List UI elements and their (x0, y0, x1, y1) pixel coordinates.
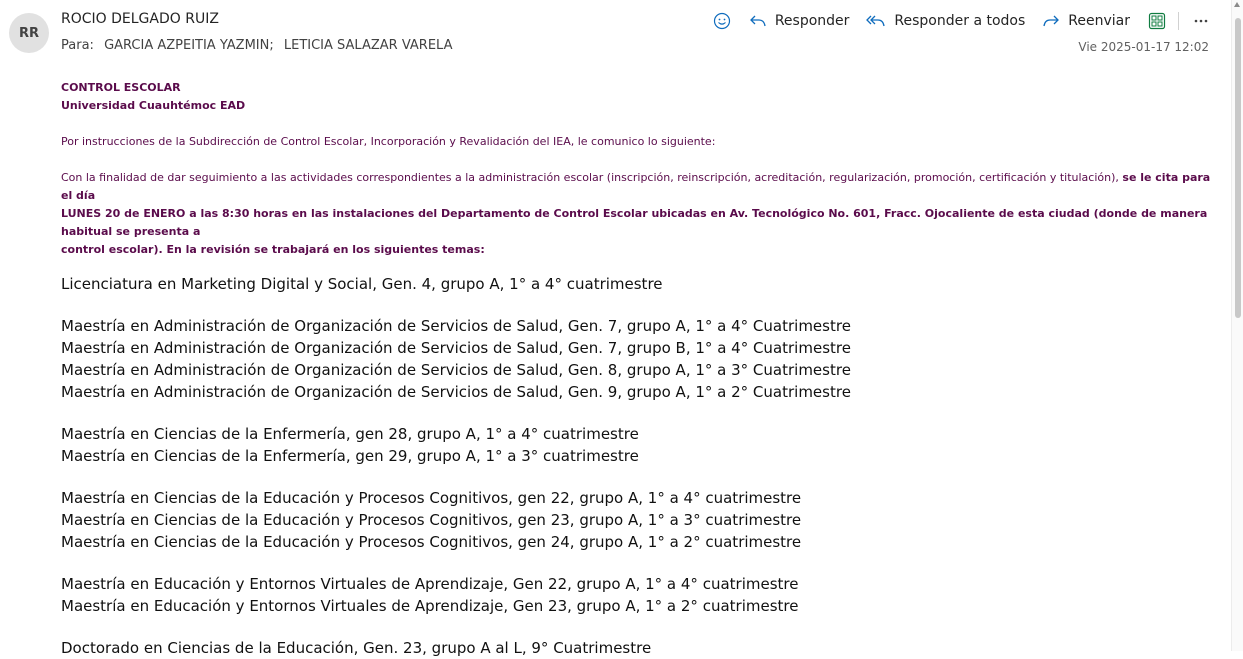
group-spacer (61, 295, 1211, 315)
scroll-up-arrow-icon[interactable] (1234, 2, 1240, 7)
program-item: Maestría en Ciencias de la Enfermería, gen 28, grupo A, 1° a 4° cuatrimestre (61, 425, 639, 443)
forward-button[interactable] (1042, 13, 1130, 29)
recipient-1[interactable]: GARCIA AZPEITIA YAZMIN; (104, 38, 274, 53)
notice-text: Con la finalidad de dar seguimiento a las actividades correspondientes a la administración escolar (inscripción, reinscripción, acreditación, regularización, promoción, certificación y titulación), (61, 171, 1123, 184)
group-spacer (61, 467, 1211, 487)
intro-paragraph: Por instrucciones de la Subdirección de Control Escolar, Incorporación y Revalidación del IEA, le comunico lo siguiente: (61, 135, 716, 148)
program-item: Maestría en Ciencias de la Educación y Procesos Cognitivos, gen 24, grupo A, 1° a 2° cuatrimestre (61, 533, 802, 551)
notice-bold-3: control escolar). En la revisión se trabajará en los siguientes temas: (61, 243, 485, 256)
program-item: Maestría en Administración de Organización de Servicios de Salud, Gen. 9, grupo A, 1° a 2° Cuatrimestre (61, 383, 851, 401)
reaction-button[interactable] (713, 12, 731, 30)
forward-label: Reenviar (1068, 13, 1130, 29)
university-name: Universidad Cuauhtémoc EAD (61, 99, 246, 112)
program-item: Licenciatura en Marketing Digital y Social, Gen. 4, grupo A, 1° a 4° cuatrimestre (61, 275, 663, 293)
reply-label: Responder (774, 13, 850, 29)
program-item: Maestría en Ciencias de la Educación y Procesos Cognitivos, gen 22, grupo A, 1° a 4° cuatrimestre (61, 489, 802, 507)
timestamp: Vie 2025-01-17 12:02 (1078, 40, 1209, 54)
more-actions-button[interactable] (1193, 13, 1209, 29)
program-item: Doctorado en Ciencias de la Educación, Gen. 23, grupo A al L, 9° Cuatrimestre (61, 639, 652, 657)
program-item: Maestría en Educación y Entornos Virtuales de Aprendizaje, Gen 23, grupo A, 1° a 2° cuatrimestre (61, 597, 799, 615)
scrollbar-thumb[interactable] (1235, 18, 1241, 318)
toolbar-divider (1178, 12, 1179, 30)
more-icon (1193, 13, 1209, 29)
program-item: Maestría en Ciencias de la Enfermería, gen 29, grupo A, 1° a 3° cuatrimestre (61, 447, 639, 465)
group-spacer (61, 617, 1211, 637)
program-list (61, 273, 1211, 659)
message-body (61, 79, 1211, 659)
program-item: Maestría en Administración de Organización de Servicios de Salud, Gen. 8, grupo A, 1° a 3° Cuatrimestre (61, 361, 851, 379)
to-label: Para: (61, 38, 94, 53)
avatar[interactable]: RR (9, 13, 49, 53)
recipients-line (61, 38, 458, 53)
apps-icon (1148, 12, 1166, 30)
notice-bold-2: LUNES 20 de ENERO a las 8:30 horas en las instalaciones del Departamento de Control Escolar ubicadas en Av. Tecnológico No. 601, Fracc. Ojocaliente de esta ciudad (donde de manera habitual se presenta a (61, 207, 1208, 238)
apps-button[interactable] (1148, 12, 1166, 30)
reply-all-icon (866, 13, 886, 29)
sender-name[interactable]: ROCIO DELGADO RUIZ (61, 11, 219, 27)
org-name: CONTROL ESCOLAR (61, 81, 181, 94)
notice-paragraph (61, 169, 1211, 259)
forward-icon (1042, 13, 1060, 29)
reply-all-label: Responder a todos (894, 13, 1026, 29)
group-spacer (61, 553, 1211, 573)
program-item: Maestría en Ciencias de la Educación y Procesos Cognitivos, gen 23, grupo A, 1° a 3° cuatrimestre (61, 511, 802, 529)
reply-icon (749, 13, 767, 29)
notice-bold-1: se le cita para el día (61, 171, 1211, 202)
program-item: Maestría en Educación y Entornos Virtuales de Aprendizaje, Gen 22, grupo A, 1° a 4° cuatrimestre (61, 575, 799, 593)
group-spacer (61, 403, 1211, 423)
program-item: Maestría en Administración de Organización de Servicios de Salud, Gen. 7, grupo A, 1° a 4° Cuatrimestre (61, 317, 851, 335)
reply-button[interactable] (749, 13, 850, 29)
scrollbar[interactable] (1231, 0, 1243, 651)
recipient-2[interactable]: LETICIA SALAZAR VARELA (283, 38, 453, 53)
message-actions (713, 8, 1209, 34)
reply-all-button[interactable] (866, 13, 1025, 29)
smiley-icon (713, 12, 731, 30)
program-item: Maestría en Administración de Organización de Servicios de Salud, Gen. 7, grupo B, 1° a 4° Cuatrimestre (61, 339, 851, 357)
